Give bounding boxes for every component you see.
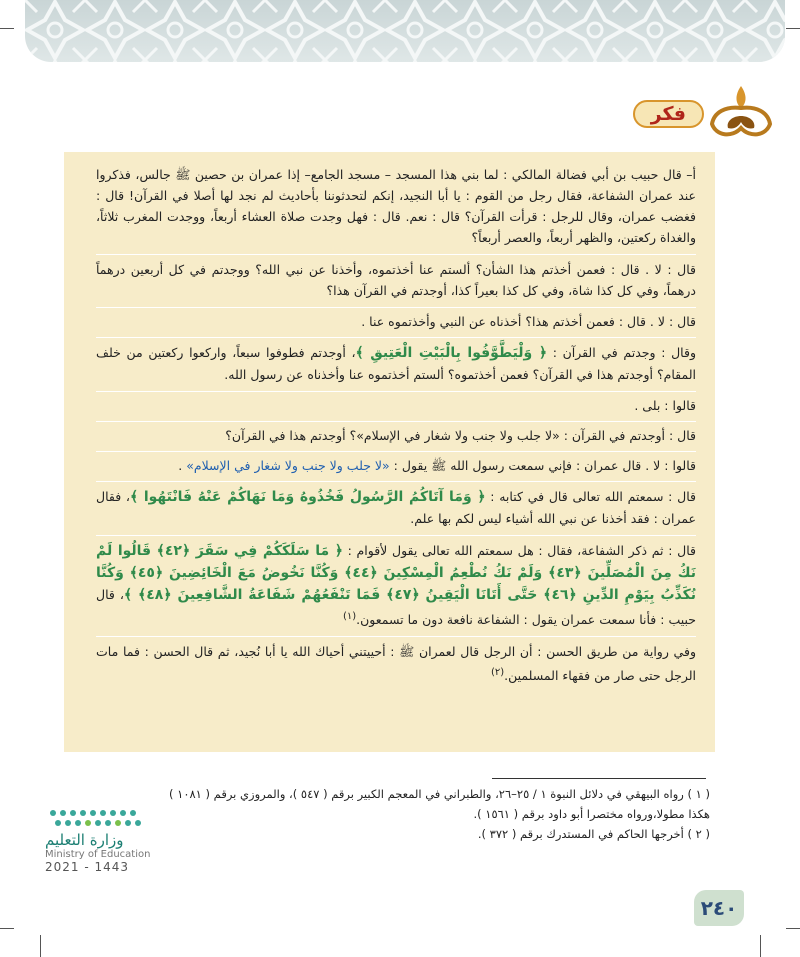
- paragraph-text: ، أوجدتم فطوفوا سبعاً، واركعوا ركعتين من خلف المقام؟ أوجدتم هذا في القرآن؟ فعمن أخذتموه؟ ألستم أخذتموه عنا وأخذناه عن رسول الله.: [96, 345, 696, 382]
- paragraph-text: قال : سمعتم الله تعالى قال في كتابه :: [485, 489, 696, 504]
- paragraph-text: قال : لا . قال : فعمن أخذتم هذا الشأن؟ ألستم عنا أخذتموه، وأخذنا عن نبي الله؟ ووجدتم في كل أربعين درهماً درهماً، وفي كل كذا شاة، وفي كل كذا بعيراً كذا، أوجدتم في القرآن هذا؟: [96, 262, 696, 298]
- paragraph-text: وقال : وجدتم في القرآن :: [547, 345, 696, 360]
- paragraph: [96, 338, 696, 392]
- quran-verse: ﴿ وَلْيَطَّوَّفُوا بِالْبَيْتِ الْعَتِيقِ ﴾: [355, 345, 548, 361]
- paragraph-text: ، قال حبيب : فأنا سمعت عمران يقول : الشفاعة نافعة دون ما تسمعون.: [96, 587, 696, 628]
- logo-subtitle: Ministry of Education: [45, 849, 151, 860]
- paragraph-text: قال : ثم ذكر الشفاعة، فقال : هل سمعتم الله تعالى يقول لأقوام :: [342, 543, 696, 558]
- paragraph-text: قال : أوجدتم في القرآن : «لا جلب ولا جنب ولا شغار في الإسلام»؟ أوجدتم هذا في القرآن؟: [225, 428, 696, 443]
- paragraph-text: ، فقال عمران : فقد أخذنا عن نبي الله أشياء ليس لكم بها علم.: [96, 489, 696, 526]
- content-text: [96, 160, 696, 692]
- paragraph-text: أ– قال حبيب بن أبي فضالة المالكي : لما بني هذا المسجد – مسجد الجامع– إذا عمران بن حصين ﷺ جالس، فذكروا عند عمران الشفاعة، فقال رجل من القوم : يا أبا النجيد، إنكم لتحدثوننا بأحاديث لم نجد لها أصلا في القرآن! قال : فغضب عمران، وقال للرجل : قرأت القرآن؟ قال : نعم. قال : فهل وجدت صلاة العشاء أربعاً، ووجدت المغرب ثلاثاً، والغداة ركعتين، والظهر أربعاً، والعصر أربعاً؟: [96, 167, 696, 245]
- paragraph: [96, 422, 696, 452]
- quran-verse: ﴿ مَا سَلَكَكُمْ فِي سَقَرَ ﴿٤٢﴾ قَالُوا لَمْ نَكُ مِنَ الْمُصَلِّينَ ﴿٤٣﴾ وَلَمْ نَكُ نُطْعِمُ الْمِسْكِينَ ﴿٤٤﴾ وَكُنَّا نَخُوضُ مَعَ الْخَائِضِينَ ﴿٤٥﴾ وَكُنَّا نُكَذِّبُ بِيَوْمِ الدِّينِ ﴿٤٦﴾ حَتَّى أَتَانَا الْيَقِينُ ﴿٤٧﴾ فَمَا تَنْفَعُهُمْ شَفَاعَةُ الشَّافِعِينَ ﴿٤٨﴾ ﴾: [96, 543, 697, 603]
- paragraph: [96, 637, 696, 692]
- footnote-rule: [492, 778, 706, 779]
- logo-name: وزارة التعليم: [45, 831, 124, 849]
- paragraph-text: وفي رواية من طريق الحسن : أن الرجل قال لعمران ﷺ : أحييتني أحياك الله يا أبا نُجيد، ثم قال الحسن : فما مات الرجل حتى صار من فقهاء المسلمين.: [96, 644, 696, 684]
- crop-mark: [0, 928, 14, 929]
- hadith-text: «لا جلب ولا جنب ولا شغار في الإسلام»: [186, 458, 390, 473]
- footnote-1: ( ١ ) رواه البيهقي في دلائل النبوة ١ / ٢٥–٢٦، والطبراني في المعجم الكبير برقم ( ٥٤٧ )، والمروزي برقم ( ١٠٨١ ) هكذا مطولا،ورواه مختصرا أبو داود برقم ( ١٥٦١ ).: [169, 787, 710, 821]
- paragraph: [96, 160, 696, 255]
- paragraph-text: .: [178, 458, 187, 473]
- section-heading: [633, 100, 704, 128]
- footnote-2: ( ٢ ) أخرجها الحاكم في المستدرك برقم ( ٣٧٢ ).: [477, 827, 710, 841]
- page-number: ٢٤٠: [694, 890, 744, 926]
- paragraph: [96, 452, 696, 482]
- paragraph: [96, 482, 696, 536]
- paragraph: [96, 536, 696, 637]
- logo-year: 2021 - 1443: [45, 860, 130, 874]
- crop-mark: [0, 28, 14, 29]
- paragraph: [96, 392, 696, 422]
- dots-logo-icon: [45, 805, 155, 831]
- quran-verse: ﴿ وَمَا آتَاكُمُ الرَّسُولُ فَخُذُوهُ وَمَا نَهَاكُمْ عَنْهُ فَانْتَهُوا ﴾: [129, 489, 486, 505]
- decorative-banner: [25, 0, 785, 62]
- crop-mark: [40, 935, 41, 957]
- heading-title: فكر: [633, 100, 704, 128]
- paragraph: [96, 308, 696, 338]
- ministry-logo: [45, 805, 185, 874]
- paragraph-text: قالوا : بلى .: [634, 398, 696, 413]
- paragraph-text: قالوا : لا . قال عمران : فإني سمعت رسول الله ﷺ يقول :: [389, 458, 696, 473]
- ornament-icon: [706, 82, 776, 146]
- crop-mark: [786, 28, 800, 29]
- footnote-marker: (٢): [490, 667, 505, 679]
- footnote-marker: (١): [342, 611, 357, 622]
- paragraph: [96, 255, 696, 308]
- paragraph-text: قال : لا . قال : فعمن أخذتم هذا؟ أخذناه عن النبي وأخذتموه عنا .: [361, 314, 696, 329]
- footnotes: [150, 784, 710, 844]
- crop-mark: [786, 928, 800, 929]
- crop-mark: [760, 935, 761, 957]
- pattern-icon: [25, 0, 785, 62]
